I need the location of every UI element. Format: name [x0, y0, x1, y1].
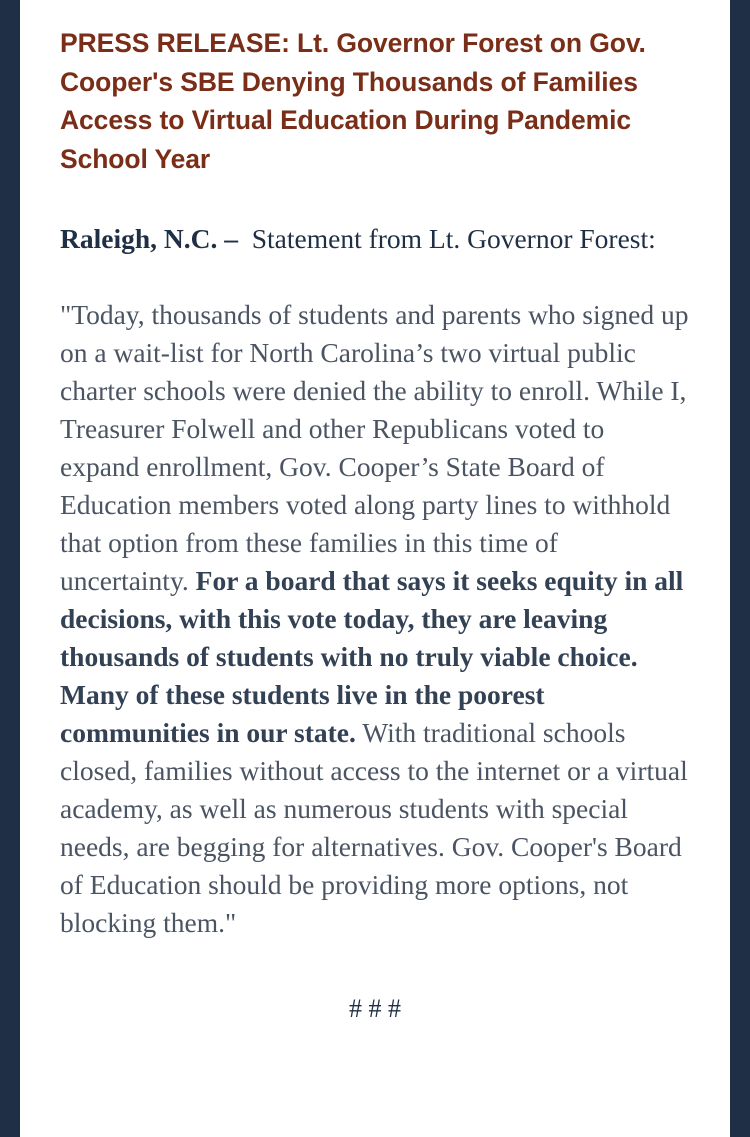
end-marks: # # # [349, 994, 401, 1023]
dateline: Raleigh, N.C. – [60, 223, 238, 254]
statement-intro: Statement from Lt. Governor Forest: [251, 223, 656, 254]
headline: PRESS RELEASE: Lt. Governor Forest on Gov. Cooper's SBE Denying Thousands of Families Access to Virtual Education During Pandemic School Year [60, 28, 646, 174]
quote-bold-text: For a board that says it seeks equity in all decisions, with this vote today, they are leaving thousands of students with no truly viable choice. Many of these students live in the poorest communities in our state. [60, 565, 684, 748]
press-release-page [20, 0, 730, 1137]
dateline-paragraph [60, 220, 690, 258]
quote-paragraph [60, 296, 690, 942]
quote-part-1: "Today, thousands of students and parents who signed up on a wait-list for North Carolina’s two virtual public charter schools were denied the ability to enroll. While I, Treasurer Folwell and other Republicans voted to expand enrollment, Gov. Cooper’s State Board of Education members voted along party lines to withhold that option from these families in this time of uncertainty. [60, 299, 689, 596]
quote-part-2: With traditional schools closed, families without access to the internet or a virtual academy, as well as numerous students with special needs, are begging for alternatives. Gov. Cooper's Board of Education should be providing more options, not blocking them." [60, 717, 688, 938]
